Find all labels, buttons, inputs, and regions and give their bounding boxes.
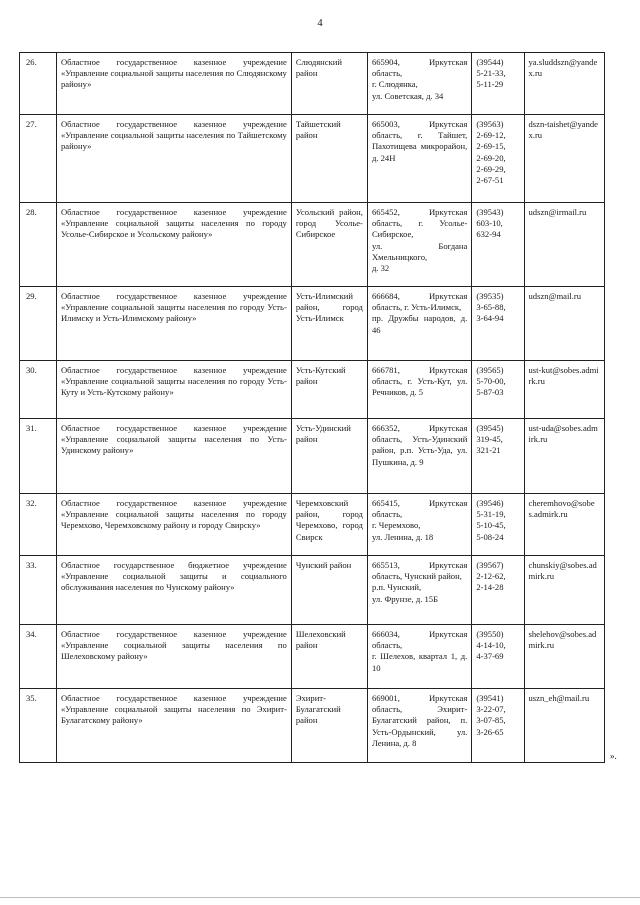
institution-name: Областное государственное казенное учреждение «Управление социальной защиты населения по городу Усолье-Сибирское и Усольскому району» <box>56 203 291 287</box>
table-row <box>20 494 605 556</box>
row-number: 33. <box>20 556 57 625</box>
phone: (39565) 5-70-00, 5-87-03 <box>472 361 524 419</box>
district: Тайшетский район <box>291 115 367 203</box>
email: ust-kut@sobes.admirk.ru <box>524 361 605 419</box>
row-number: 29. <box>20 287 57 361</box>
table-row <box>20 689 605 763</box>
row-number: 28. <box>20 203 57 287</box>
closing-quote-mark: ». <box>610 751 617 761</box>
email: ust-uda@sobes.admirk.ru <box>524 419 605 494</box>
table-row <box>20 419 605 494</box>
district: Слюдянский район <box>291 53 367 115</box>
address: 665415, Иркутская область, г. Черемхово, ул. Ленина, д. 18 <box>367 494 471 556</box>
institution-name: Областное государственное казенное учреждение «Управление социальной защиты населения по городу Усть-Куту и Усть-Кутскому району» <box>56 361 291 419</box>
address: 666352, Иркутская область, Усть-Удинский район, р.п. Усть-Уда, ул. Пушкина, д. 9 <box>367 419 471 494</box>
phone: (39563) 2-69-12, 2-69-15, 2-69-20, 2-69-29, 2-67-51 <box>472 115 524 203</box>
institution-name: Областное государственное казенное учреждение «Управление социальной защиты населения по Усть-Удинскому району» <box>56 419 291 494</box>
institution-name: Областное государственное казенное учреждение «Управление социальной защиты населения по городу Усть-Илимску и Усть-Илимскому району» <box>56 287 291 361</box>
address: 665452, Иркутская область, г. Усолье-Сибирское, ул. Богдана Хмельницкого, д. 32 <box>367 203 471 287</box>
row-number: 31. <box>20 419 57 494</box>
email: shelehov@sobes.admirk.ru <box>524 625 605 689</box>
email: chunskiy@sobes.admirk.ru <box>524 556 605 625</box>
institution-name: Областное государственное казенное учреждение «Управление социальной защиты населения по Эхирит-Булагатскому району» <box>56 689 291 763</box>
row-number: 30. <box>20 361 57 419</box>
phone: (39550) 4-14-10, 4-37-69 <box>472 625 524 689</box>
district: Усть-Кутский район <box>291 361 367 419</box>
address: 666781, Иркутская область, г. Усть-Кут, ул. Речников, д. 5 <box>367 361 471 419</box>
email: uszn_eh@mail.ru <box>524 689 605 763</box>
institution-name: Областное государственное казенное учреждение «Управление социальной защиты населения по Шелеховскому району» <box>56 625 291 689</box>
row-number: 32. <box>20 494 57 556</box>
phone: (39545) 319-45, 321-21 <box>472 419 524 494</box>
table-row <box>20 53 605 115</box>
email: dszn-taishet@yandex.ru <box>524 115 605 203</box>
table-row <box>20 287 605 361</box>
district: Усольский район, город Усолье-Сибирское <box>291 203 367 287</box>
address: 666684, Иркутская область, г. Усть-Илимск, пр. Дружбы народов, д. 46 <box>367 287 471 361</box>
bottom-divider <box>0 897 640 898</box>
table-row <box>20 203 605 287</box>
table-row <box>20 556 605 625</box>
email: udszn@mail.ru <box>524 287 605 361</box>
row-number: 34. <box>20 625 57 689</box>
address: 669001, Иркутская область, Эхирит-Булагатский район, п. Усть-Ордынский, ул. Ленина, д. 8 <box>367 689 471 763</box>
district: Шелеховский район <box>291 625 367 689</box>
email: udszn@irmail.ru <box>524 203 605 287</box>
phone: (39543) 603-10, 632-94 <box>472 203 524 287</box>
row-number: 26. <box>20 53 57 115</box>
institutions-table <box>19 52 605 763</box>
table-row <box>20 361 605 419</box>
phone: (39541) 3-22-07, 3-07-85, 3-26-65 <box>472 689 524 763</box>
institution-name: Областное государственное казенное учреждение «Управление социальной защиты населения по Слюдянскому району» <box>56 53 291 115</box>
district: Усть-Илимский район, город Усть-Илимск <box>291 287 367 361</box>
address: 665003, Иркутская область, г. Тайшет, Пахотищева микрорайон, д. 24Н <box>367 115 471 203</box>
district: Черемховский район, город Черемхово, город Свирск <box>291 494 367 556</box>
phone: (39567) 2-12-62, 2-14-28 <box>472 556 524 625</box>
address: 665904, Иркутская область, г. Слюдянка, ул. Советская, д. 34 <box>367 53 471 115</box>
institution-name: Областное государственное казенное учреждение «Управление социальной защиты населения по городу Черемхово, Черемховскому району и городу Свирску» <box>56 494 291 556</box>
email: ya.sluddszn@yandex.ru <box>524 53 605 115</box>
table-row <box>20 625 605 689</box>
phone: (39546) 5-31-19, 5-10-45, 5-08-24 <box>472 494 524 556</box>
row-number: 35. <box>20 689 57 763</box>
table-row <box>20 115 605 203</box>
institution-name: Областное государственное казенное учреждение «Управление социальной защиты населения по Тайшетскому району» <box>56 115 291 203</box>
phone: (39544) 5-21-33, 5-11-29 <box>472 53 524 115</box>
address: 665513, Иркутская область, Чунский район, р.п. Чунский, ул. Фрунзе, д. 15Б <box>367 556 471 625</box>
district: Усть-Удинский район <box>291 419 367 494</box>
institution-name: Областное государственное бюджетное учреждение «Управление социальной защиты и социального обслуживания населения по Чунскому району» <box>56 556 291 625</box>
district: Чунский район <box>291 556 367 625</box>
email: cheremhovo@sobes.admirk.ru <box>524 494 605 556</box>
row-number: 27. <box>20 115 57 203</box>
district: Эхирит-Булагатский район <box>291 689 367 763</box>
address: 666034, Иркутская область, г. Шелехов, квартал 1, д. 10 <box>367 625 471 689</box>
phone: (39535) 3-65-88, 3-64-94 <box>472 287 524 361</box>
page-number: 4 <box>317 18 323 29</box>
